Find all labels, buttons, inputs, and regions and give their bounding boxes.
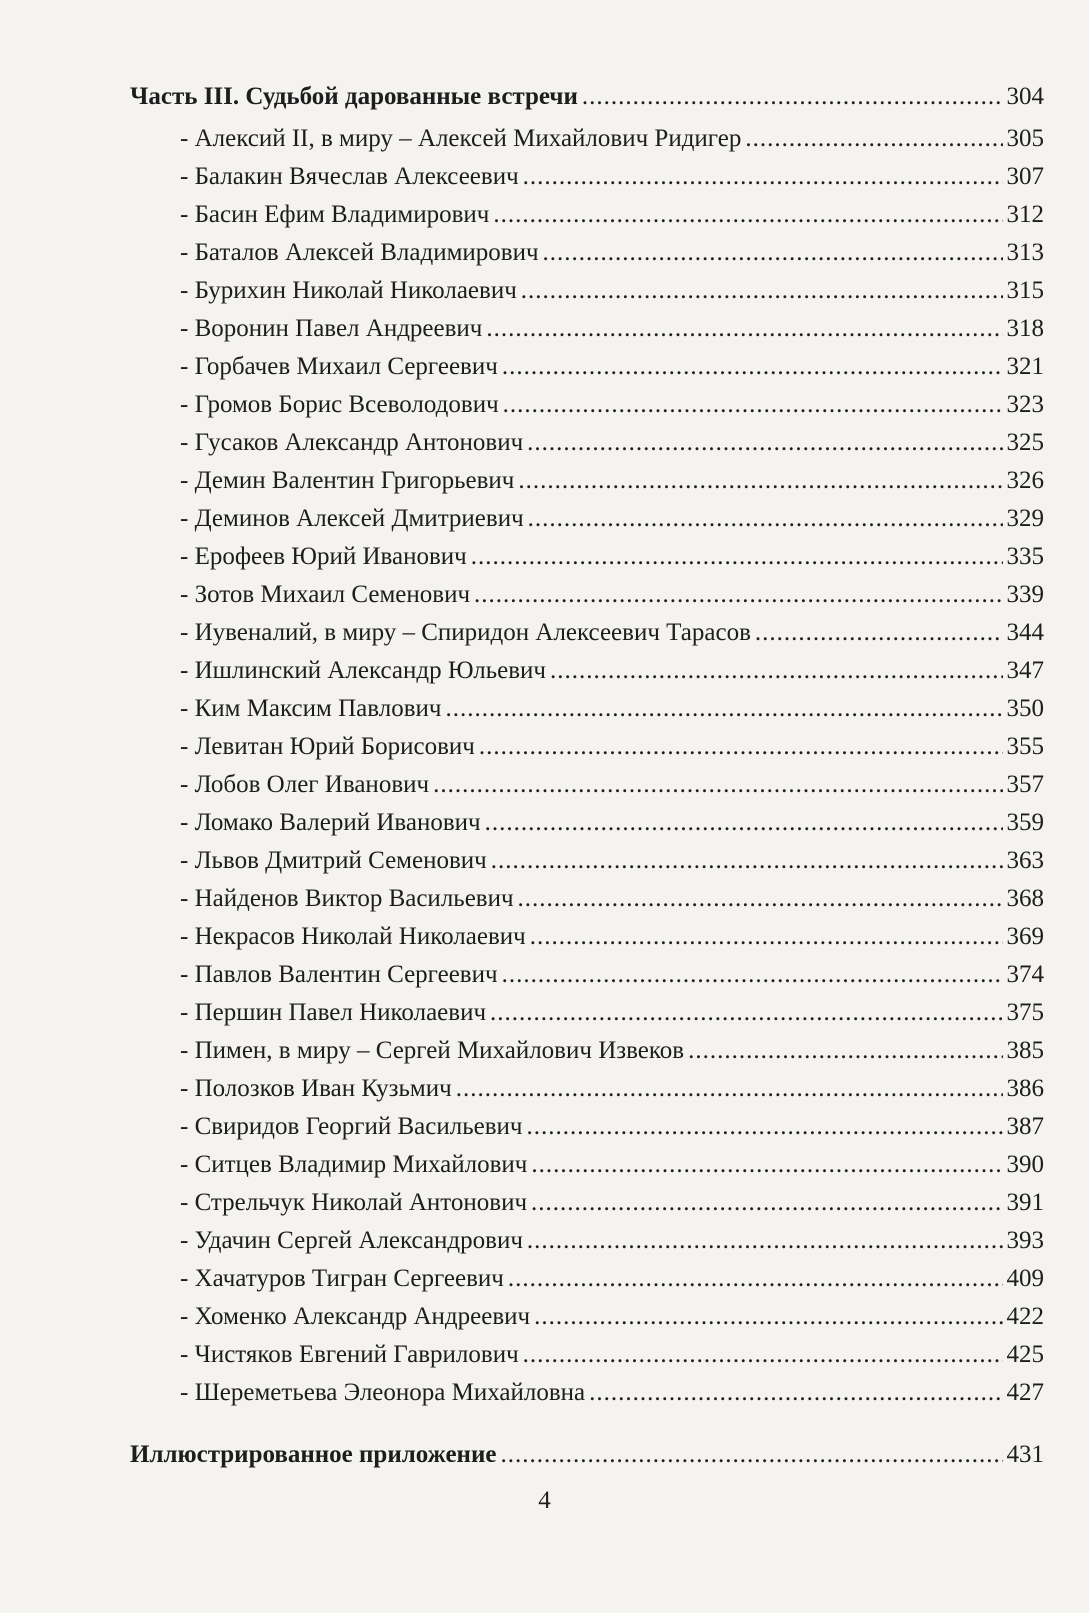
toc-entry-page: 318 bbox=[1006, 315, 1044, 342]
toc-entry-title: - Некрасов Николай Николаевич bbox=[180, 923, 526, 950]
toc-entry-title: - Чистяков Евгений Гаврилович bbox=[180, 1341, 519, 1368]
toc-entry-page: 422 bbox=[1006, 1303, 1044, 1330]
leader-dots bbox=[582, 78, 1003, 116]
leader-dots bbox=[755, 614, 1003, 652]
toc-entry-title: - Стрельчук Николай Антонович bbox=[180, 1189, 528, 1216]
toc-entry bbox=[130, 1146, 1044, 1184]
toc-entry-page: 391 bbox=[1006, 1189, 1044, 1216]
toc-part-heading bbox=[130, 78, 1044, 120]
leader-dots bbox=[527, 1222, 1003, 1260]
toc-entry-page: 307 bbox=[1006, 163, 1044, 190]
toc-entry-title: - Пимен, в миру – Сергей Михайлович Извеков bbox=[180, 1037, 685, 1064]
toc-entry bbox=[130, 1374, 1044, 1412]
toc-entry bbox=[130, 1070, 1044, 1108]
toc-entry bbox=[130, 158, 1044, 196]
leader-dots bbox=[531, 1146, 1002, 1184]
toc-heading-title: Часть III. Судьбой дарованные встречи bbox=[130, 83, 578, 110]
leader-dots bbox=[521, 272, 1003, 310]
leader-dots bbox=[485, 804, 1003, 842]
toc-entry-title: - Деминов Алексей Дмитриевич bbox=[180, 505, 524, 532]
leader-dots bbox=[474, 576, 1002, 614]
toc-entry bbox=[130, 994, 1044, 1032]
toc-entry-page: 350 bbox=[1006, 695, 1044, 722]
toc-entry bbox=[130, 462, 1044, 500]
toc-entry-page: 425 bbox=[1006, 1341, 1044, 1368]
leader-dots bbox=[523, 158, 1003, 196]
toc-entry-title: - Лобов Олег Иванович bbox=[180, 771, 430, 798]
leader-dots bbox=[530, 918, 1003, 956]
toc-entry-page: 313 bbox=[1006, 239, 1044, 266]
toc-entry bbox=[130, 842, 1044, 880]
leader-dots bbox=[531, 1184, 1002, 1222]
toc-entry-title: - Баталов Алексей Владимирович bbox=[180, 239, 539, 266]
leader-dots bbox=[502, 956, 1003, 994]
toc-entry-page: 344 bbox=[1006, 619, 1044, 646]
leader-dots bbox=[445, 690, 1002, 728]
toc-entry-page: 357 bbox=[1006, 771, 1044, 798]
leader-dots bbox=[479, 728, 1003, 766]
toc-appendix-page: 431 bbox=[1006, 1441, 1044, 1468]
toc-entry-title: - Хоменко Александр Андреевич bbox=[180, 1303, 531, 1330]
toc-entry-page: 305 bbox=[1006, 125, 1044, 152]
toc-entry bbox=[130, 728, 1044, 766]
toc-entry bbox=[130, 234, 1044, 272]
toc-entry bbox=[130, 1260, 1044, 1298]
toc-entry-page: 315 bbox=[1006, 277, 1044, 304]
toc-entry-page: 339 bbox=[1006, 581, 1044, 608]
toc-entry bbox=[130, 576, 1044, 614]
toc-entry bbox=[130, 196, 1044, 234]
toc-entry-title: - Гусаков Александр Антонович bbox=[180, 429, 524, 456]
leader-dots bbox=[528, 500, 1003, 538]
toc-entry bbox=[130, 272, 1044, 310]
leader-dots bbox=[500, 1436, 1002, 1474]
toc-entry-title: - Найденов Виктор Васильевич bbox=[180, 885, 514, 912]
toc-entry-title: - Ситцев Владимир Михайлович bbox=[180, 1151, 528, 1178]
toc-entry bbox=[130, 1298, 1044, 1336]
toc-entry-title: - Басин Ефим Владимирович bbox=[180, 201, 490, 228]
leader-dots bbox=[433, 766, 1002, 804]
toc-entry bbox=[130, 690, 1044, 728]
toc-entry-title: - Воронин Павел Андреевич bbox=[180, 315, 483, 342]
toc-entry-page: 335 bbox=[1006, 543, 1044, 570]
toc-entry-title: - Ерофеев Юрий Иванович bbox=[180, 543, 467, 570]
toc-entry-page: 369 bbox=[1006, 923, 1044, 950]
toc-entry-page: 409 bbox=[1006, 1265, 1044, 1292]
toc-entry-title: - Шереметьева Элеонора Михайловна bbox=[180, 1379, 586, 1406]
leader-dots bbox=[534, 1298, 1002, 1336]
toc-entry-page: 323 bbox=[1006, 391, 1044, 418]
toc-entry-page: 363 bbox=[1006, 847, 1044, 874]
toc-entry-page: 386 bbox=[1006, 1075, 1044, 1102]
leader-dots bbox=[518, 880, 1003, 918]
toc-entry-title: - Иувеналий, в миру – Спиридон Алексеевич Тарасов bbox=[180, 619, 751, 646]
table-of-contents bbox=[130, 78, 1044, 1474]
toc-entry-title: - Ломако Валерий Иванович bbox=[180, 809, 481, 836]
leader-dots bbox=[688, 1032, 1002, 1070]
toc-entry bbox=[130, 120, 1044, 158]
toc-entry-page: 375 bbox=[1006, 999, 1044, 1026]
leader-dots bbox=[503, 386, 1003, 424]
toc-entry bbox=[130, 500, 1044, 538]
toc-entry-title: - Балакин Вячеслав Алексеевич bbox=[180, 163, 519, 190]
toc-appendix-title: Иллюстрированное приложение bbox=[130, 1441, 497, 1468]
leader-dots bbox=[745, 120, 1002, 158]
toc-entry-title: - Ишлинский Александр Юльевич bbox=[180, 657, 546, 684]
leader-dots bbox=[491, 842, 1003, 880]
toc-entry bbox=[130, 386, 1044, 424]
toc-entry-title: - Павлов Валентин Сергеевич bbox=[180, 961, 498, 988]
toc-entry bbox=[130, 348, 1044, 386]
toc-appendix bbox=[130, 1436, 1044, 1474]
toc-entry bbox=[130, 956, 1044, 994]
toc-entry-page: 355 bbox=[1006, 733, 1044, 760]
page-number: 4 bbox=[538, 1487, 551, 1514]
toc-entry-page: 329 bbox=[1006, 505, 1044, 532]
toc-entry-page: 374 bbox=[1006, 961, 1044, 988]
toc-entry-page: 347 bbox=[1006, 657, 1044, 684]
leader-dots bbox=[518, 462, 1002, 500]
toc-entry bbox=[130, 614, 1044, 652]
toc-entry-page: 427 bbox=[1006, 1379, 1044, 1406]
toc-entry-title: - Горбачев Михаил Сергеевич bbox=[180, 353, 498, 380]
toc-heading-page: 304 bbox=[1006, 83, 1044, 110]
leader-dots bbox=[502, 348, 1003, 386]
toc-entry bbox=[130, 310, 1044, 348]
leader-dots bbox=[523, 1336, 1003, 1374]
toc-entry-title: - Першин Павел Николаевич bbox=[180, 999, 487, 1026]
leader-dots bbox=[456, 1070, 1003, 1108]
toc-entry-title: - Свиридов Георгий Васильевич bbox=[180, 1113, 523, 1140]
toc-entry-title: - Бурихин Николай Николаевич bbox=[180, 277, 517, 304]
toc-entry bbox=[130, 538, 1044, 576]
toc-entry-page: 387 bbox=[1006, 1113, 1044, 1140]
toc-entry bbox=[130, 918, 1044, 956]
toc-entry-title: - Удачин Сергей Александрович bbox=[180, 1227, 523, 1254]
toc-entry bbox=[130, 1032, 1044, 1070]
toc-entries bbox=[130, 120, 1044, 1412]
toc-entry-page: 393 bbox=[1006, 1227, 1044, 1254]
leader-dots bbox=[527, 424, 1002, 462]
leader-dots bbox=[490, 994, 1002, 1032]
toc-entry-title: - Полозков Иван Кузьмич bbox=[180, 1075, 452, 1102]
leader-dots bbox=[493, 196, 1002, 234]
toc-entry bbox=[130, 1222, 1044, 1260]
toc-entry bbox=[130, 804, 1044, 842]
leader-dots bbox=[508, 1260, 1003, 1298]
toc-entry-page: 326 bbox=[1006, 467, 1044, 494]
toc-entry-title: - Демин Валентин Григорьевич bbox=[180, 467, 515, 494]
toc-entry-title: - Львов Дмитрий Семенович bbox=[180, 847, 487, 874]
toc-entry bbox=[130, 1336, 1044, 1374]
toc-entry-title: - Хачатуров Тигран Сергеевич bbox=[180, 1265, 504, 1292]
leader-dots bbox=[550, 652, 1003, 690]
leader-dots bbox=[486, 310, 1002, 348]
leader-dots bbox=[471, 538, 1003, 576]
toc-entry-page: 390 bbox=[1006, 1151, 1044, 1178]
toc-entry bbox=[130, 652, 1044, 690]
toc-entry bbox=[130, 880, 1044, 918]
toc-entry-title: - Зотов Михаил Семенович bbox=[180, 581, 471, 608]
toc-entry bbox=[130, 766, 1044, 804]
leader-dots bbox=[543, 234, 1003, 272]
toc-entry-title: - Ким Максим Павлович bbox=[180, 695, 442, 722]
toc-entry-page: 325 bbox=[1006, 429, 1044, 456]
toc-entry-page: 368 bbox=[1006, 885, 1044, 912]
toc-entry-page: 359 bbox=[1006, 809, 1044, 836]
toc-entry bbox=[130, 1108, 1044, 1146]
toc-entry-title: - Левитан Юрий Борисович bbox=[180, 733, 475, 760]
leader-dots bbox=[526, 1108, 1002, 1146]
toc-entry-title: - Громов Борис Всеволодович bbox=[180, 391, 499, 418]
leader-dots bbox=[589, 1374, 1002, 1412]
toc-entry-page: 321 bbox=[1006, 353, 1044, 380]
toc-entry-title: - Алексий II, в миру – Алексей Михайлович Ридигер bbox=[180, 125, 742, 152]
toc-entry-page: 385 bbox=[1006, 1037, 1044, 1064]
toc-entry bbox=[130, 1184, 1044, 1222]
toc-entry bbox=[130, 424, 1044, 462]
toc-entry-page: 312 bbox=[1006, 201, 1044, 228]
